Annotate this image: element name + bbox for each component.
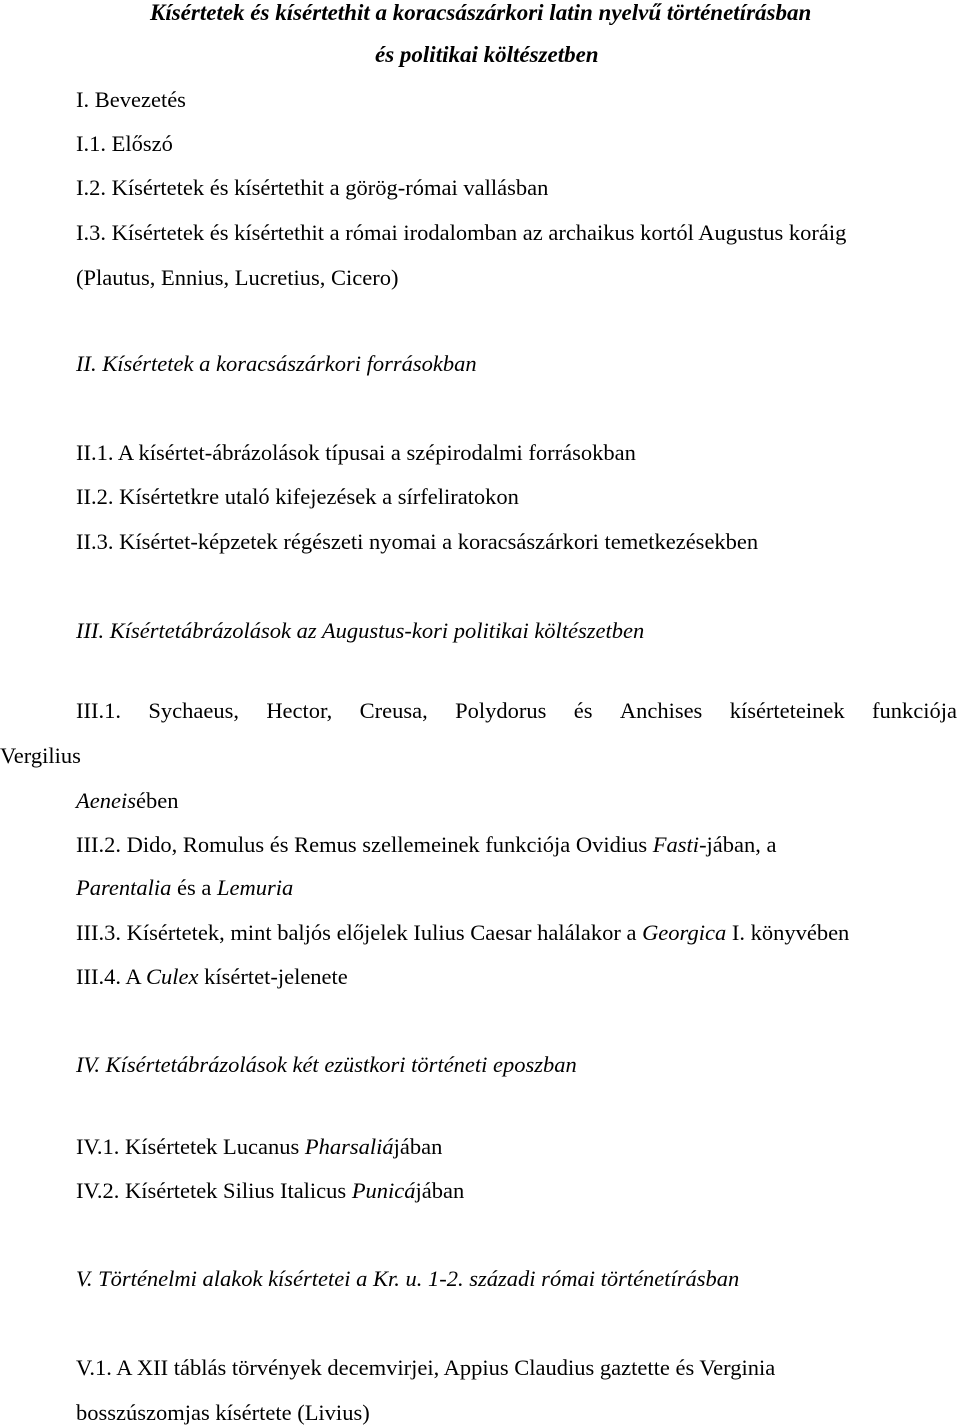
work-title: Pharsaliá bbox=[304, 1134, 394, 1159]
word: Polydorus bbox=[455, 698, 547, 723]
section-2-heading: II. Kísértetek a koracsászárkori forrásokban bbox=[76, 351, 477, 376]
text: jában bbox=[415, 1178, 465, 1203]
word: Creusa, bbox=[359, 698, 428, 723]
text: III.4. A bbox=[76, 964, 146, 989]
toc-item-4-1 bbox=[76, 1134, 442, 1160]
section-5-heading: V. Történelmi alakok kísértetei a Kr. u. 1-2. századi római történetírásban bbox=[76, 1266, 740, 1291]
toc-item-3-4 bbox=[76, 964, 348, 990]
text: -jában, a bbox=[699, 832, 777, 857]
toc-item-1-2: I.2. Kísértetek és kísértethit a görög-római vallásban bbox=[76, 175, 549, 200]
suffix-text: ében bbox=[135, 788, 179, 813]
work-title: Punicá bbox=[351, 1178, 416, 1203]
toc-item-1-1: I.1. Előszó bbox=[76, 131, 173, 156]
toc-item-3-1-line2: Vergilius bbox=[0, 743, 81, 768]
word: Anchises bbox=[619, 698, 703, 723]
toc-item-5-1-line2: bosszúszomjas kísértete (Livius) bbox=[76, 1400, 370, 1425]
toc-item-3-3 bbox=[76, 920, 849, 946]
toc-item-5-1-line1: V.1. A XII táblás törvények decemvirjei, Appius Claudius gaztette és Verginia bbox=[76, 1355, 776, 1380]
document-title-line2: és politikai költészetben bbox=[375, 42, 599, 67]
toc-item-2-2: II.2. Kísértetkre utaló kifejezések a sírfeliratokon bbox=[76, 484, 519, 509]
text: kísértet-jelenete bbox=[198, 964, 348, 989]
document-title-line1: Kísértetek és kísértethit a koracsászárkori latin nyelvű történetírásban bbox=[150, 0, 812, 25]
toc-item-3-2-line2 bbox=[76, 875, 293, 901]
word: kísérteteinek bbox=[729, 698, 845, 723]
text: jában bbox=[393, 1134, 443, 1159]
word: és bbox=[573, 698, 593, 723]
text: IV.2. Kísértetek Silius Italicus bbox=[76, 1178, 352, 1203]
text: és a bbox=[171, 875, 218, 900]
text: IV.1. Kísértetek Lucanus bbox=[76, 1134, 305, 1159]
text: I. könyvében bbox=[726, 920, 850, 945]
word: III.1. bbox=[76, 698, 121, 723]
work-title: Culex bbox=[146, 964, 199, 989]
word: funkciója bbox=[872, 698, 957, 723]
work-title: Georgica bbox=[642, 920, 727, 945]
section-3-heading: III. Kísértetábrázolások az Augustus-kori politikai költészetben bbox=[76, 618, 645, 643]
word: Hector, bbox=[266, 698, 333, 723]
work-title: Lemuria bbox=[217, 875, 294, 900]
toc-item-3-2-line1 bbox=[76, 832, 777, 858]
work-title: Parentalia bbox=[76, 875, 172, 900]
section-4-heading: IV. Kísértetábrázolások két ezüstkori történeti eposzban bbox=[76, 1052, 577, 1077]
toc-item-1-3-line2: (Plautus, Ennius, Lucretius, Cicero) bbox=[76, 265, 399, 290]
toc-item-2-3: II.3. Kísértet-képzetek régészeti nyomai a koracsászárkori temetkezésekben bbox=[76, 529, 759, 554]
toc-item-3-1-line1 bbox=[76, 698, 957, 724]
section-1-heading: I. Bevezetés bbox=[76, 87, 186, 112]
toc-item-2-1: II.1. A kísértet-ábrázolások típusai a szépirodalmi forrásokban bbox=[76, 440, 636, 465]
work-title: Fasti bbox=[652, 832, 700, 857]
toc-item-4-2 bbox=[76, 1178, 464, 1204]
toc-item-1-3-line1: I.3. Kísértetek és kísértethit a római irodalomban az archaikus kortól Augustus koráig bbox=[76, 220, 847, 245]
toc-item-3-1-line3 bbox=[76, 788, 178, 814]
text: III.2. Dido, Romulus és Remus szellemeinek funkciója Ovidius bbox=[76, 832, 653, 857]
word: Sychaeus, bbox=[148, 698, 239, 723]
work-title: Aeneis bbox=[76, 788, 136, 813]
text: III.3. Kísértetek, mint baljós előjelek Iulius Caesar halálakor a bbox=[76, 920, 643, 945]
